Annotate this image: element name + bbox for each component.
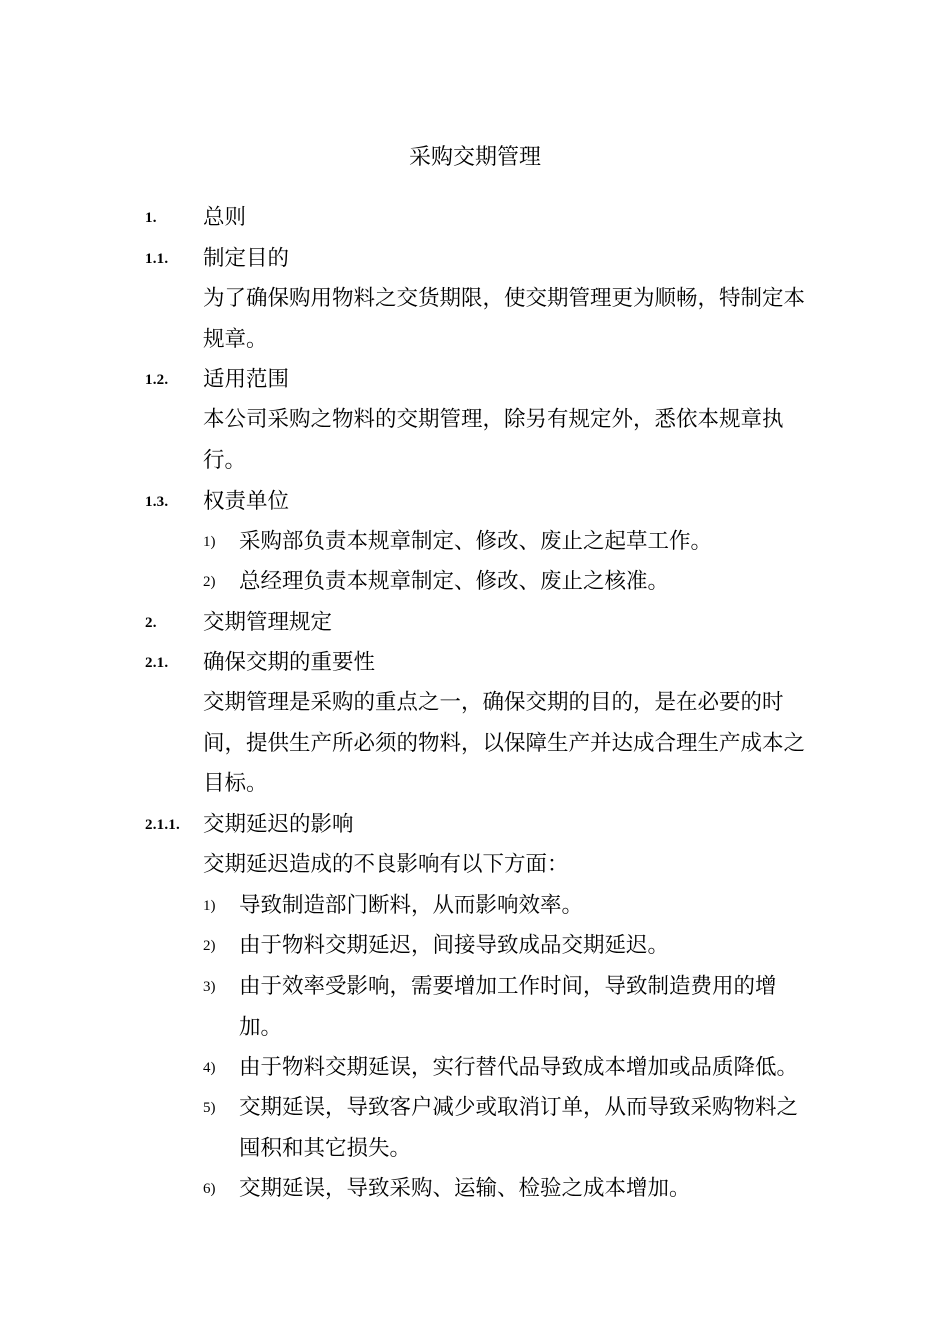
section-heading: 交期管理规定 <box>203 610 333 635</box>
section-1-3 <box>0 482 950 522</box>
list-item-number: 4) <box>203 1060 216 1076</box>
section-number: 2.1.1. <box>145 817 180 833</box>
list-item <box>0 1048 950 1088</box>
list-item <box>0 886 950 926</box>
section-number: 1.1. <box>145 251 169 267</box>
list-item-number: 2) <box>203 938 216 954</box>
section-heading: 权责单位 <box>203 489 290 514</box>
section-heading: 确保交期的重要性 <box>203 650 376 675</box>
list-item-number: 5) <box>203 1100 216 1116</box>
section-number: 2.1. <box>145 655 169 671</box>
section-number: 2. <box>145 615 157 631</box>
section-heading: 总则 <box>203 205 247 230</box>
section-number: 1. <box>145 210 157 226</box>
list-item-number: 2) <box>203 574 216 590</box>
list-item <box>0 926 950 966</box>
section-1 <box>0 198 950 238</box>
list-item-text: 交期延误，导致采购、运输、检验之成本增加。 <box>239 1176 691 1201</box>
list-item-text: 总经理负责本规章制定、修改、废止之核准。 <box>239 569 670 594</box>
section-heading: 制定目的 <box>203 246 290 271</box>
list-item-number: 1) <box>203 534 216 550</box>
list-item <box>0 1169 950 1209</box>
list-item <box>0 967 950 1040</box>
section-number: 1.2. <box>145 372 169 388</box>
list-item <box>0 1088 950 1161</box>
list-item-text: 由于物料交期延误，实行替代品导致成本增加或品质降低。 <box>239 1055 799 1080</box>
list-item-text: 由于物料交期延迟，间接导致成品交期延迟。 <box>239 933 670 958</box>
section-2-1-1 <box>0 805 950 845</box>
list-item <box>0 522 950 562</box>
section-1-1 <box>0 239 950 279</box>
list-item-number: 1) <box>203 898 216 914</box>
section-number: 1.3. <box>145 494 169 510</box>
section-paragraph: 交期管理是采购的重点之一，确保交期的目的，是在必要的时间，提供生产所必须的物料，以保障生产并达成合理生产成本之目标。 <box>203 690 806 796</box>
list-item-text: 采购部负责本规章制定、修改、废止之起草工作。 <box>239 529 713 554</box>
section-paragraph: 交期延迟造成的不良影响有以下方面： <box>203 852 569 877</box>
section-1-2 <box>0 360 950 400</box>
list-item-number: 6) <box>203 1181 216 1197</box>
list-item-text: 导致制造部门断料，从而影响效率。 <box>239 893 584 918</box>
section-2-1 <box>0 643 950 683</box>
section-2 <box>0 603 950 643</box>
list-item-number: 3) <box>203 979 216 995</box>
document-title: 采购交期管理 <box>408 145 541 170</box>
section-heading: 交期延迟的影响 <box>203 812 354 837</box>
section-heading: 适用范围 <box>203 367 290 392</box>
list-item-text: 由于效率受影响，需要增加工作时间，导致制造费用的增加。 <box>239 974 777 1040</box>
list-item-text: 交期延误，导致客户减少或取消订单，从而导致采购物料之囤积和其它损失。 <box>239 1095 799 1161</box>
section-paragraph: 本公司采购之物料的交期管理，除另有规定外，悉依本规章执行。 <box>203 407 784 473</box>
section-paragraph: 为了确保购用物料之交货期限，使交期管理更为顺畅，特制定本规章。 <box>203 286 806 352</box>
list-item <box>0 562 950 602</box>
